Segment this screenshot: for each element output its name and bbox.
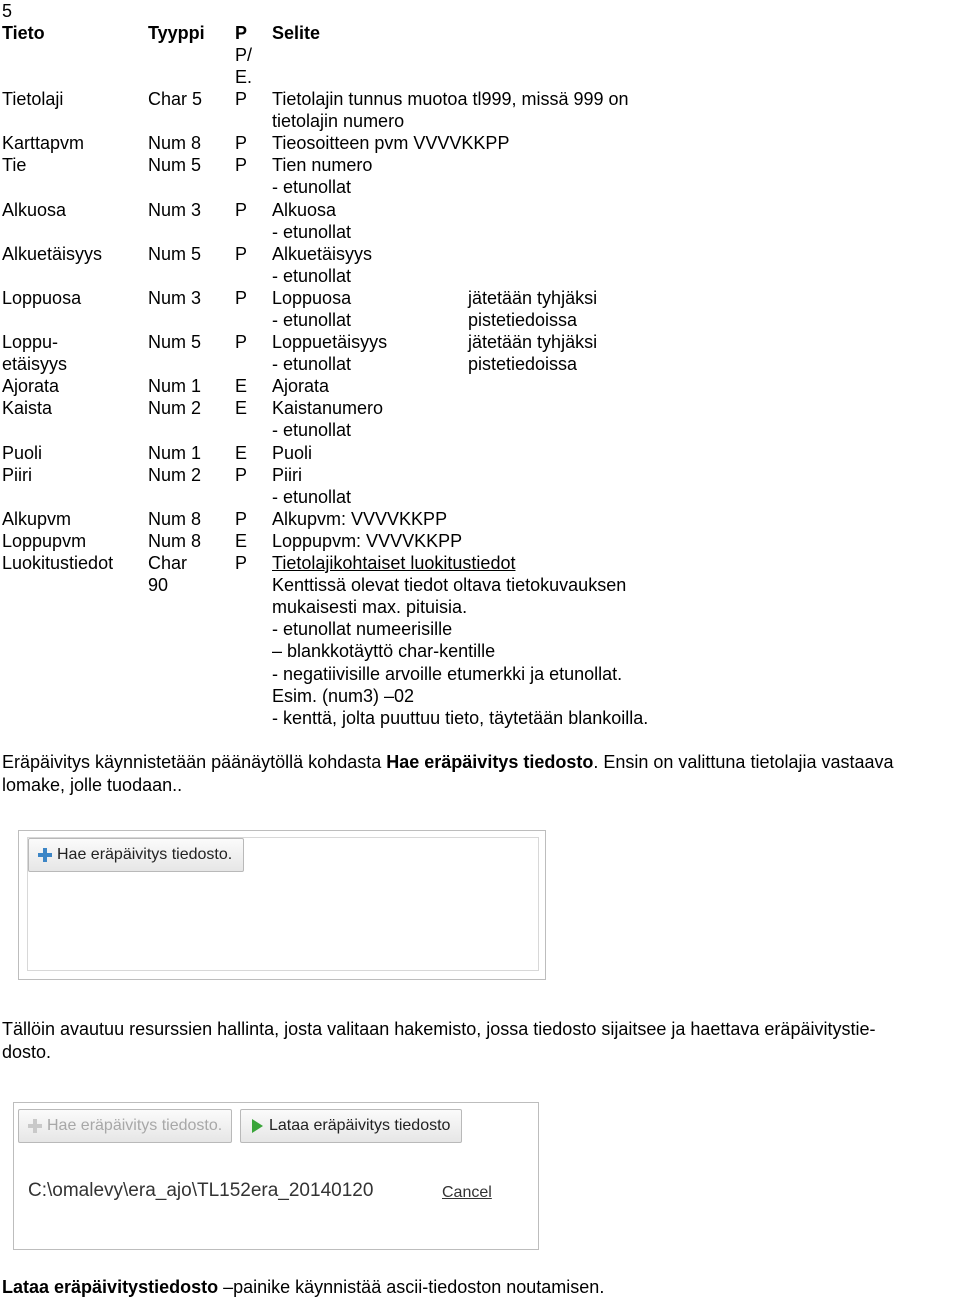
- cell-tieto: Luokitustiedot: [2, 553, 114, 573]
- cell-tieto: Ajorata: [2, 376, 60, 396]
- cell-tyyppi: Num 3: [148, 288, 202, 308]
- header-selite: Selite: [272, 23, 321, 43]
- table-row: [0, 552, 960, 729]
- cell-selite: Puoli: [272, 443, 313, 463]
- table-row: [0, 508, 960, 530]
- para1-post: . Ensin on valittuna tietolajia vastaava: [593, 752, 894, 772]
- cell-tieto: Loppuosa: [2, 288, 82, 308]
- cell-tyyppi: Num 2: [148, 465, 202, 485]
- cell-note: pistetiedoissa: [468, 354, 578, 374]
- header-tieto: Tieto: [2, 23, 45, 43]
- para1-line2: lomake, jolle tuodaan..: [2, 775, 183, 795]
- paragraph-lataa: [2, 1276, 960, 1299]
- cell-selite: Tietolajikohtaiset luokitustiedot: [272, 553, 516, 573]
- table-row: [0, 132, 960, 154]
- paragraph-explorer: [2, 1018, 960, 1064]
- cell-selite: Tien numero: [272, 155, 373, 175]
- cell-pe: P: [235, 288, 248, 308]
- cell-pe: E: [235, 376, 248, 396]
- cell-tieto: Alkupvm: [2, 509, 72, 529]
- cell-pe: E: [235, 531, 248, 551]
- cell-tyyppi: Num 5: [148, 155, 202, 175]
- cell-tyyppi: Char 5: [148, 89, 203, 109]
- header-tyyppi: Tyyppi: [148, 23, 205, 43]
- cell-note: jätetään tyhjäksi: [468, 288, 598, 308]
- cell-selite: - etunollat: [272, 177, 352, 197]
- cell-tyyppi: Char: [148, 553, 188, 573]
- cell-pe: E: [235, 443, 248, 463]
- cell-tieto: Tie: [2, 155, 27, 175]
- table-row: [0, 88, 960, 132]
- cell-selite: Loppuetäisyys: [272, 332, 388, 352]
- cell-pe: P: [235, 244, 248, 264]
- table-row: [0, 375, 960, 397]
- cell-tieto: Karttapvm: [2, 133, 85, 153]
- page-number: 5: [2, 1, 13, 21]
- header-pe-2: P/: [235, 45, 253, 65]
- cancel-link[interactable]: Cancel: [442, 1184, 492, 1201]
- cell-tyyppi: Num 8: [148, 509, 202, 529]
- cell-pe: P: [235, 133, 248, 153]
- cell-note: pistetiedoissa: [468, 310, 578, 330]
- cell-selite: - etunollat: [272, 354, 352, 374]
- para3-bold: Lataa eräpäivitystiedosto: [2, 1277, 219, 1297]
- cell-tieto: Alkuetäisyys: [2, 244, 103, 264]
- cell-selite: tietolajin numero: [272, 111, 405, 131]
- cell-selite: - negatiivisille arvoille etumerkki ja etunollat.: [272, 664, 623, 684]
- play-icon: [249, 1118, 265, 1134]
- cell-pe: P: [235, 509, 248, 529]
- cell-tyyppi: 90: [148, 575, 169, 595]
- hae-erapaivitys-button[interactable]: [28, 838, 244, 872]
- cell-tyyppi: Num 8: [148, 133, 202, 153]
- cell-tieto: Loppu-: [2, 332, 59, 352]
- cell-pe: P: [235, 155, 248, 175]
- cell-tieto: Loppupvm: [2, 531, 87, 551]
- table-header: [0, 22, 960, 44]
- cell-tieto: Puoli: [2, 443, 43, 463]
- cell-tieto: etäisyys: [2, 354, 68, 374]
- cell-selite: mukaisesti max. pituisia.: [272, 597, 468, 617]
- cell-tyyppi: Num 5: [148, 244, 202, 264]
- para2-line1: Tällöin avautuu resurssien hallinta, josta valitaan hakemisto, jossa tiedosto sijaitsee ja haettava eräpäivitystie-: [2, 1019, 876, 1039]
- table-row: [0, 154, 960, 198]
- cell-selite: Loppuosa: [272, 288, 352, 308]
- cell-selite: – blankkotäyttö char-kentille: [272, 641, 496, 661]
- table-row: [0, 442, 960, 464]
- cell-tyyppi: Num 5: [148, 332, 202, 352]
- cell-selite: Esim. (num3) –02: [272, 686, 415, 706]
- hae-button-label: Hae eräpäivitys tiedosto.: [47, 1117, 223, 1134]
- table-row: [0, 464, 960, 508]
- cell-selite: Kenttissä olevat tiedot oltava tietokuvauksen: [272, 575, 627, 595]
- cell-note: jätetään tyhjäksi: [468, 332, 598, 352]
- plus-icon: [27, 1118, 43, 1134]
- cell-tieto: Piiri: [2, 465, 32, 485]
- para3-rest: –painike käynnistää ascii-tiedoston noutamisen.: [218, 1277, 605, 1297]
- screenshot-hae-button: [18, 830, 546, 980]
- cell-pe: P: [235, 553, 248, 573]
- cell-selite: - etunollat: [272, 266, 352, 286]
- cell-selite: Alkupvm: VVVVKKPP: [272, 509, 448, 529]
- table-row: [0, 243, 960, 287]
- cell-selite: - etunollat: [272, 310, 352, 330]
- cell-tyyppi: Num 3: [148, 200, 202, 220]
- cell-selite: Alkuetäisyys: [272, 244, 373, 264]
- file-path-field[interactable]: C:\omalevy\era_ajo\TL152era_20140120: [28, 1180, 374, 1201]
- cell-selite: Tieosoitteen pvm VVVVKKPP: [272, 133, 510, 153]
- table-row: [0, 397, 960, 441]
- table-row: [0, 530, 960, 552]
- cell-selite: Kaistanumero: [272, 398, 384, 418]
- cell-selite: Ajorata: [272, 376, 330, 396]
- cell-pe: P: [235, 332, 248, 352]
- lataa-button-label: Lataa eräpäivitys tiedosto: [269, 1117, 451, 1134]
- plus-icon: [37, 847, 53, 863]
- hae-erapaivitys-button-disabled[interactable]: [18, 1109, 232, 1143]
- cell-selite: - etunollat: [272, 222, 352, 242]
- lataa-erapaivitys-button[interactable]: [240, 1109, 462, 1143]
- cell-selite: - etunollat: [272, 487, 352, 507]
- cell-tyyppi: Num 1: [148, 376, 202, 396]
- para1-pre: Eräpäivitys käynnistetään päänäytöllä kohdasta: [2, 752, 387, 772]
- cell-pe: P: [235, 89, 248, 109]
- cell-pe: P: [235, 200, 248, 220]
- cell-selite: - etunollat: [272, 420, 352, 440]
- screenshot-panel: [27, 837, 539, 971]
- cell-selite: Loppupvm: VVVVKKPP: [272, 531, 463, 551]
- cell-tyyppi: Num 1: [148, 443, 202, 463]
- cell-pe: E: [235, 398, 248, 418]
- header-pe-1: P: [235, 23, 248, 43]
- header-pe-3: E.: [235, 67, 253, 87]
- cell-tyyppi: Num 2: [148, 398, 202, 418]
- cell-selite: Alkuosa: [272, 200, 337, 220]
- table-row: [0, 331, 960, 375]
- cell-selite: - kenttä, jolta puuttuu tieto, täytetään blankoilla.: [272, 708, 649, 728]
- cell-tieto: Tietolaji: [2, 89, 64, 109]
- cell-selite: Tietolajin tunnus muotoa tl999, missä 999 on: [272, 89, 629, 109]
- cell-tieto: Kaista: [2, 398, 53, 418]
- table-row: [0, 199, 960, 243]
- hae-button-label: Hae eräpäivitys tiedosto.: [57, 846, 233, 863]
- screenshot-lataa: [13, 1102, 539, 1250]
- cell-tyyppi: Num 8: [148, 531, 202, 551]
- cell-pe: P: [235, 465, 248, 485]
- cell-selite: - etunollat numeerisille: [272, 619, 453, 639]
- cell-tieto: Alkuosa: [2, 200, 67, 220]
- cell-selite: Piiri: [272, 465, 302, 485]
- paragraph-intro: [2, 751, 960, 797]
- table-row: [0, 287, 960, 331]
- para2-line2: dosto.: [2, 1042, 52, 1062]
- para1-bold: Hae eräpäivitys tiedosto: [386, 752, 594, 772]
